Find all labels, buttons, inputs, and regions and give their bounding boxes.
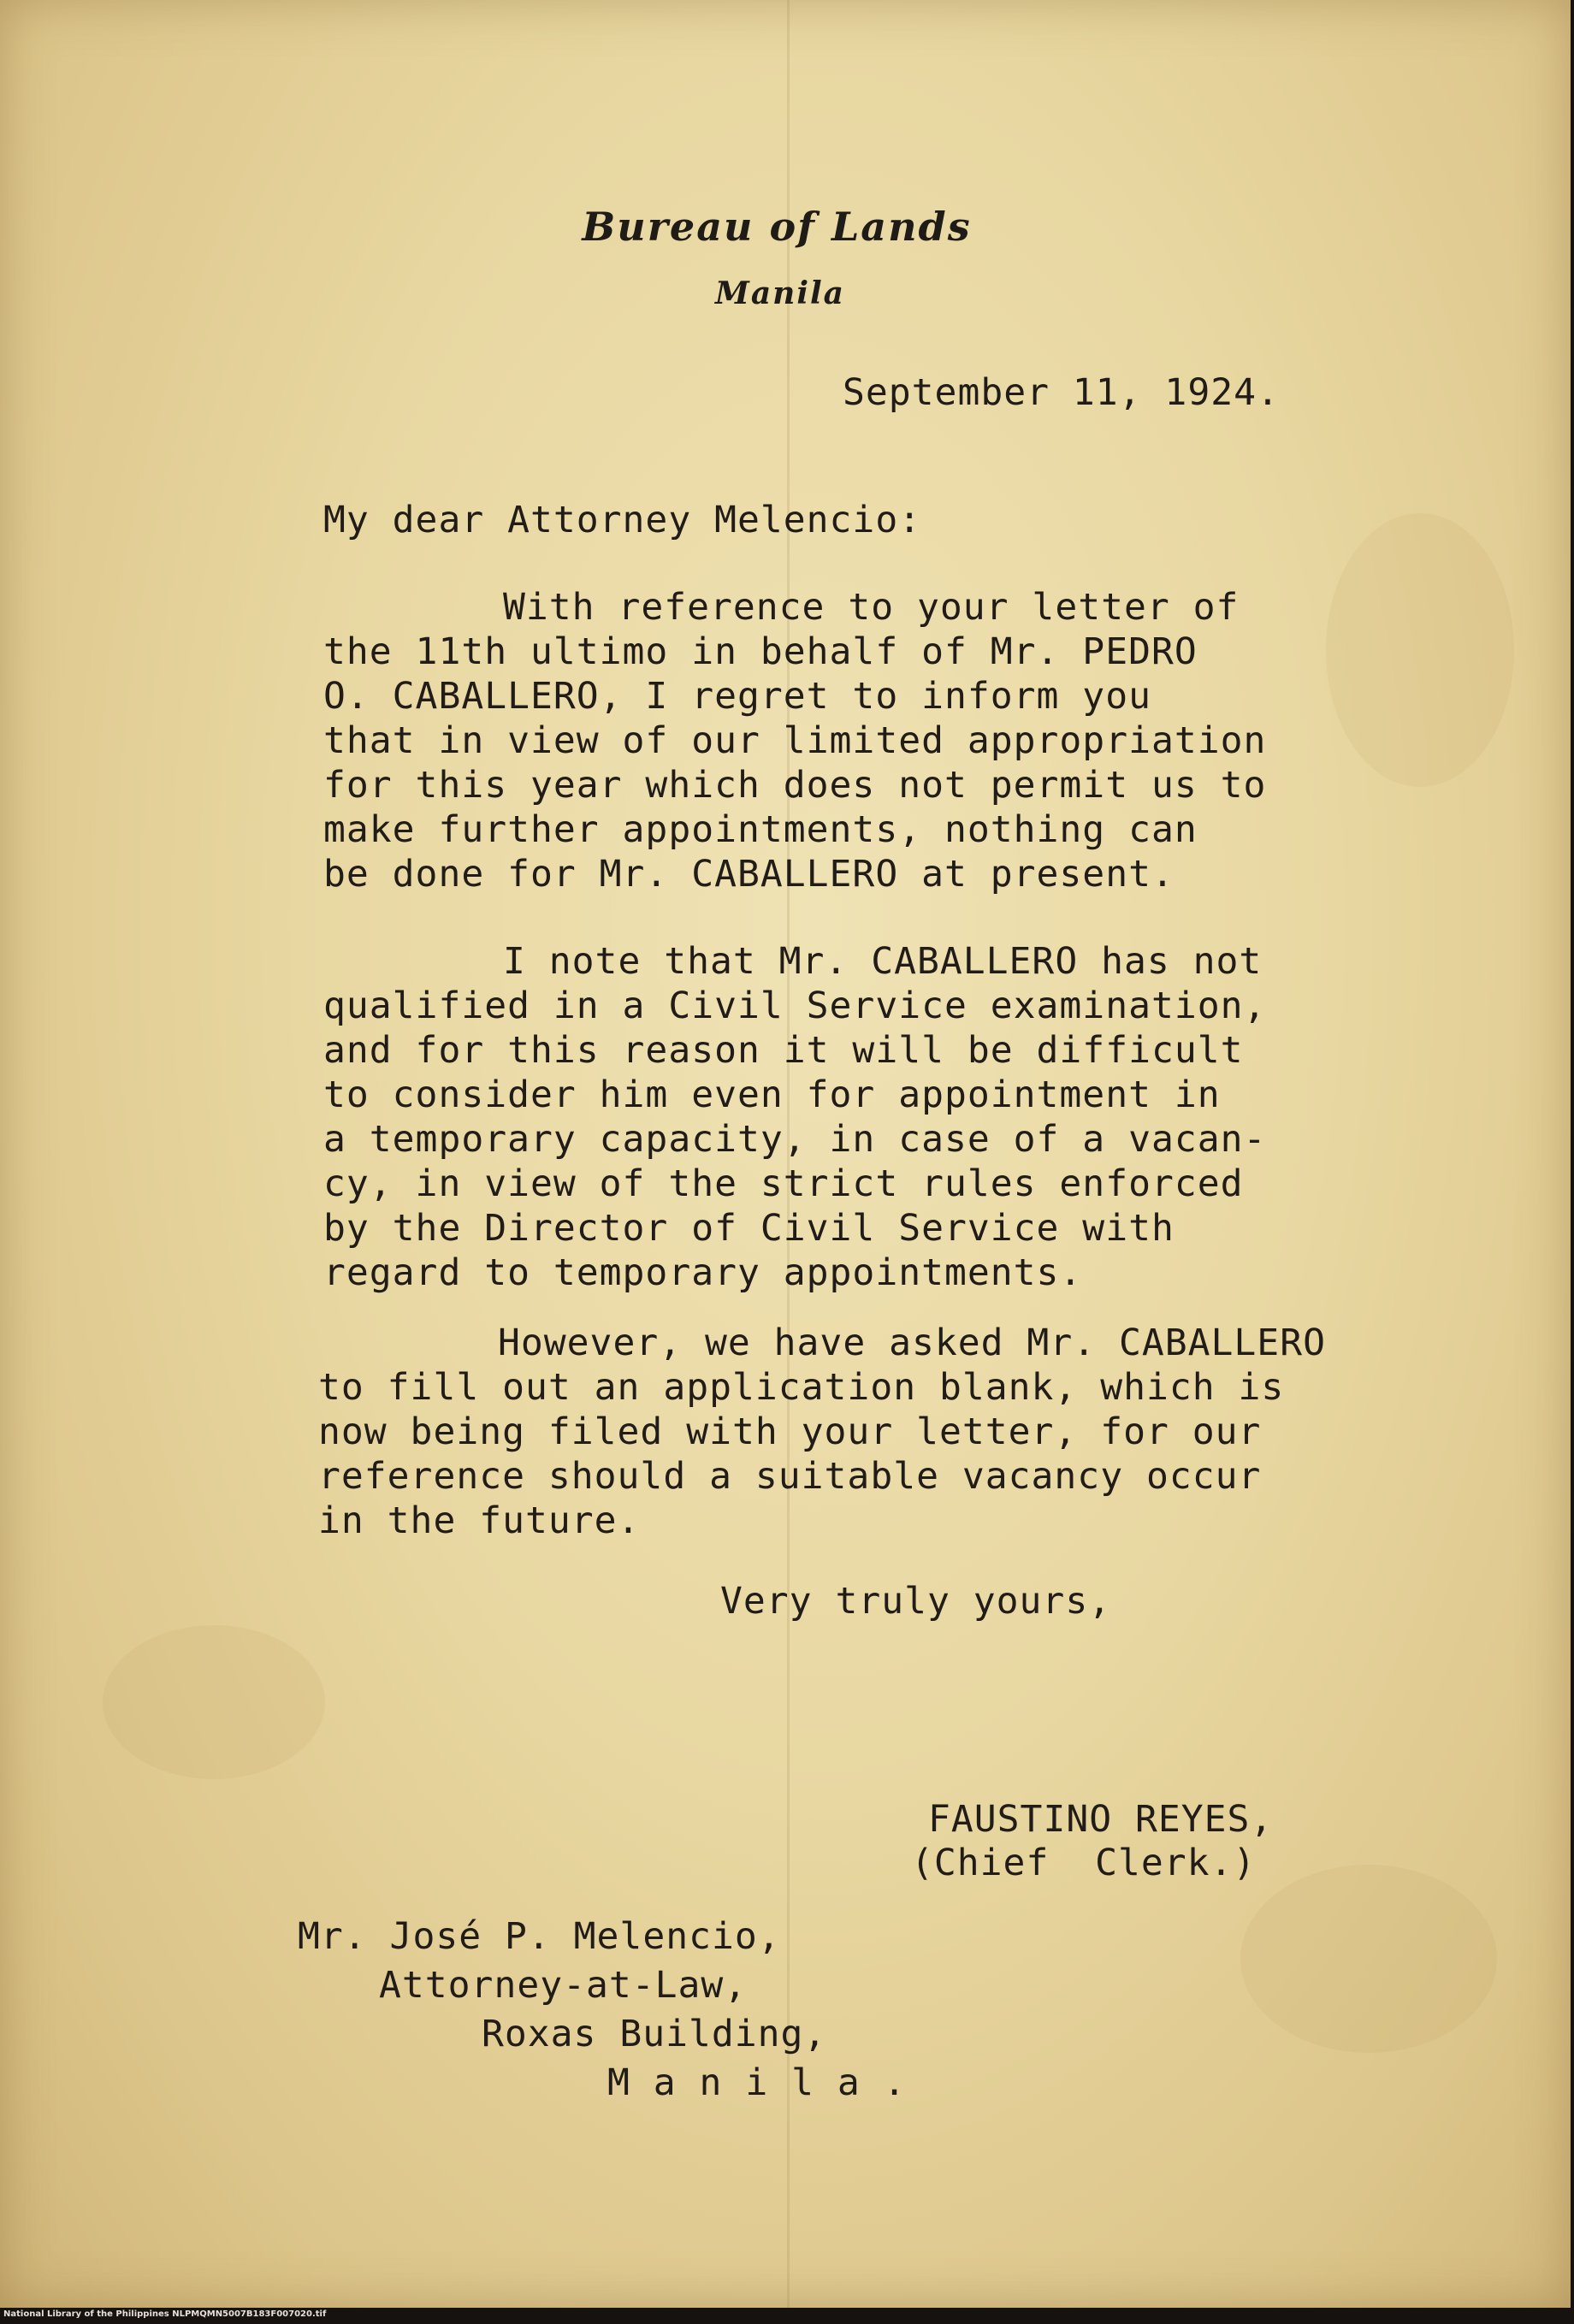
paragraph-line: cy, in view of the strict rules enforced [323, 1162, 1244, 1205]
paragraph-line: qualified in a Civil Service examination, [323, 985, 1267, 1027]
paragraph-line: to consider him even for appointment in [323, 1073, 1221, 1116]
paragraph-line: the 11th ultimo in behalf of Mr. PEDRO [323, 630, 1198, 673]
addressee-block [298, 1914, 907, 2109]
letter-date: September 11, 1924. [843, 371, 1280, 414]
paragraph-line: in the future. [318, 1499, 641, 1542]
signature-name: FAUSTINO REYES, [928, 1798, 1274, 1841]
paragraph-line: reference should a suitable vacancy occur [318, 1455, 1262, 1498]
paragraph-2 [323, 939, 1266, 1295]
paragraph-line: and for this reason it will be difficult [323, 1029, 1244, 1072]
paragraph-line: that in view of our limited appropriation [323, 719, 1267, 762]
paragraph-line: make further appointments, nothing can [323, 808, 1198, 851]
paragraph-line: O. CABALLERO, I regret to inform you [323, 675, 1151, 718]
paper-stain [1240, 1865, 1497, 2053]
paragraph-line: I note that Mr. CABALLERO has not [503, 940, 1263, 983]
paragraph-line: for this year which does not permit us to [323, 764, 1267, 807]
letterhead-title: Bureau of Lands [582, 204, 972, 250]
address-line: Mr. José P. Melencio, [298, 1915, 781, 1958]
paper-stain [1326, 513, 1514, 787]
paragraph-line: now being filed with your letter, for our [318, 1410, 1262, 1453]
paragraph-line: by the Director of Civil Service with [323, 1207, 1175, 1250]
paragraph-line: regard to temporary appointments. [323, 1251, 1083, 1294]
address-line: Attorney-at-Law, [379, 1964, 748, 2007]
address-line: M a n i l a . [607, 2061, 907, 2104]
paragraph-line: a temporary capacity, in case of a vacan- [323, 1118, 1267, 1161]
paragraph-line: However, we have asked Mr. CABALLERO [498, 1322, 1326, 1364]
paragraph-line: With reference to your letter of [503, 586, 1240, 629]
archive-caption: National Library of the Philippines NLPMQMN5007B183F007020.tif [3, 2309, 327, 2319]
closing: Very truly yours, [720, 1580, 1112, 1623]
salutation: My dear Attorney Melencio: [323, 499, 922, 541]
paragraph-line: to fill out an application blank, which is [318, 1366, 1285, 1409]
signature-title: (Chief Clerk.) [911, 1842, 1257, 1884]
paper-stain [103, 1625, 325, 1779]
address-line: Roxas Building, [482, 2013, 827, 2055]
paragraph-line: be done for Mr. CABALLERO at present. [323, 853, 1175, 896]
paragraph-1 [323, 585, 1266, 896]
paragraph-3 [318, 1321, 1326, 1543]
letterhead-city: Manila [714, 275, 846, 311]
